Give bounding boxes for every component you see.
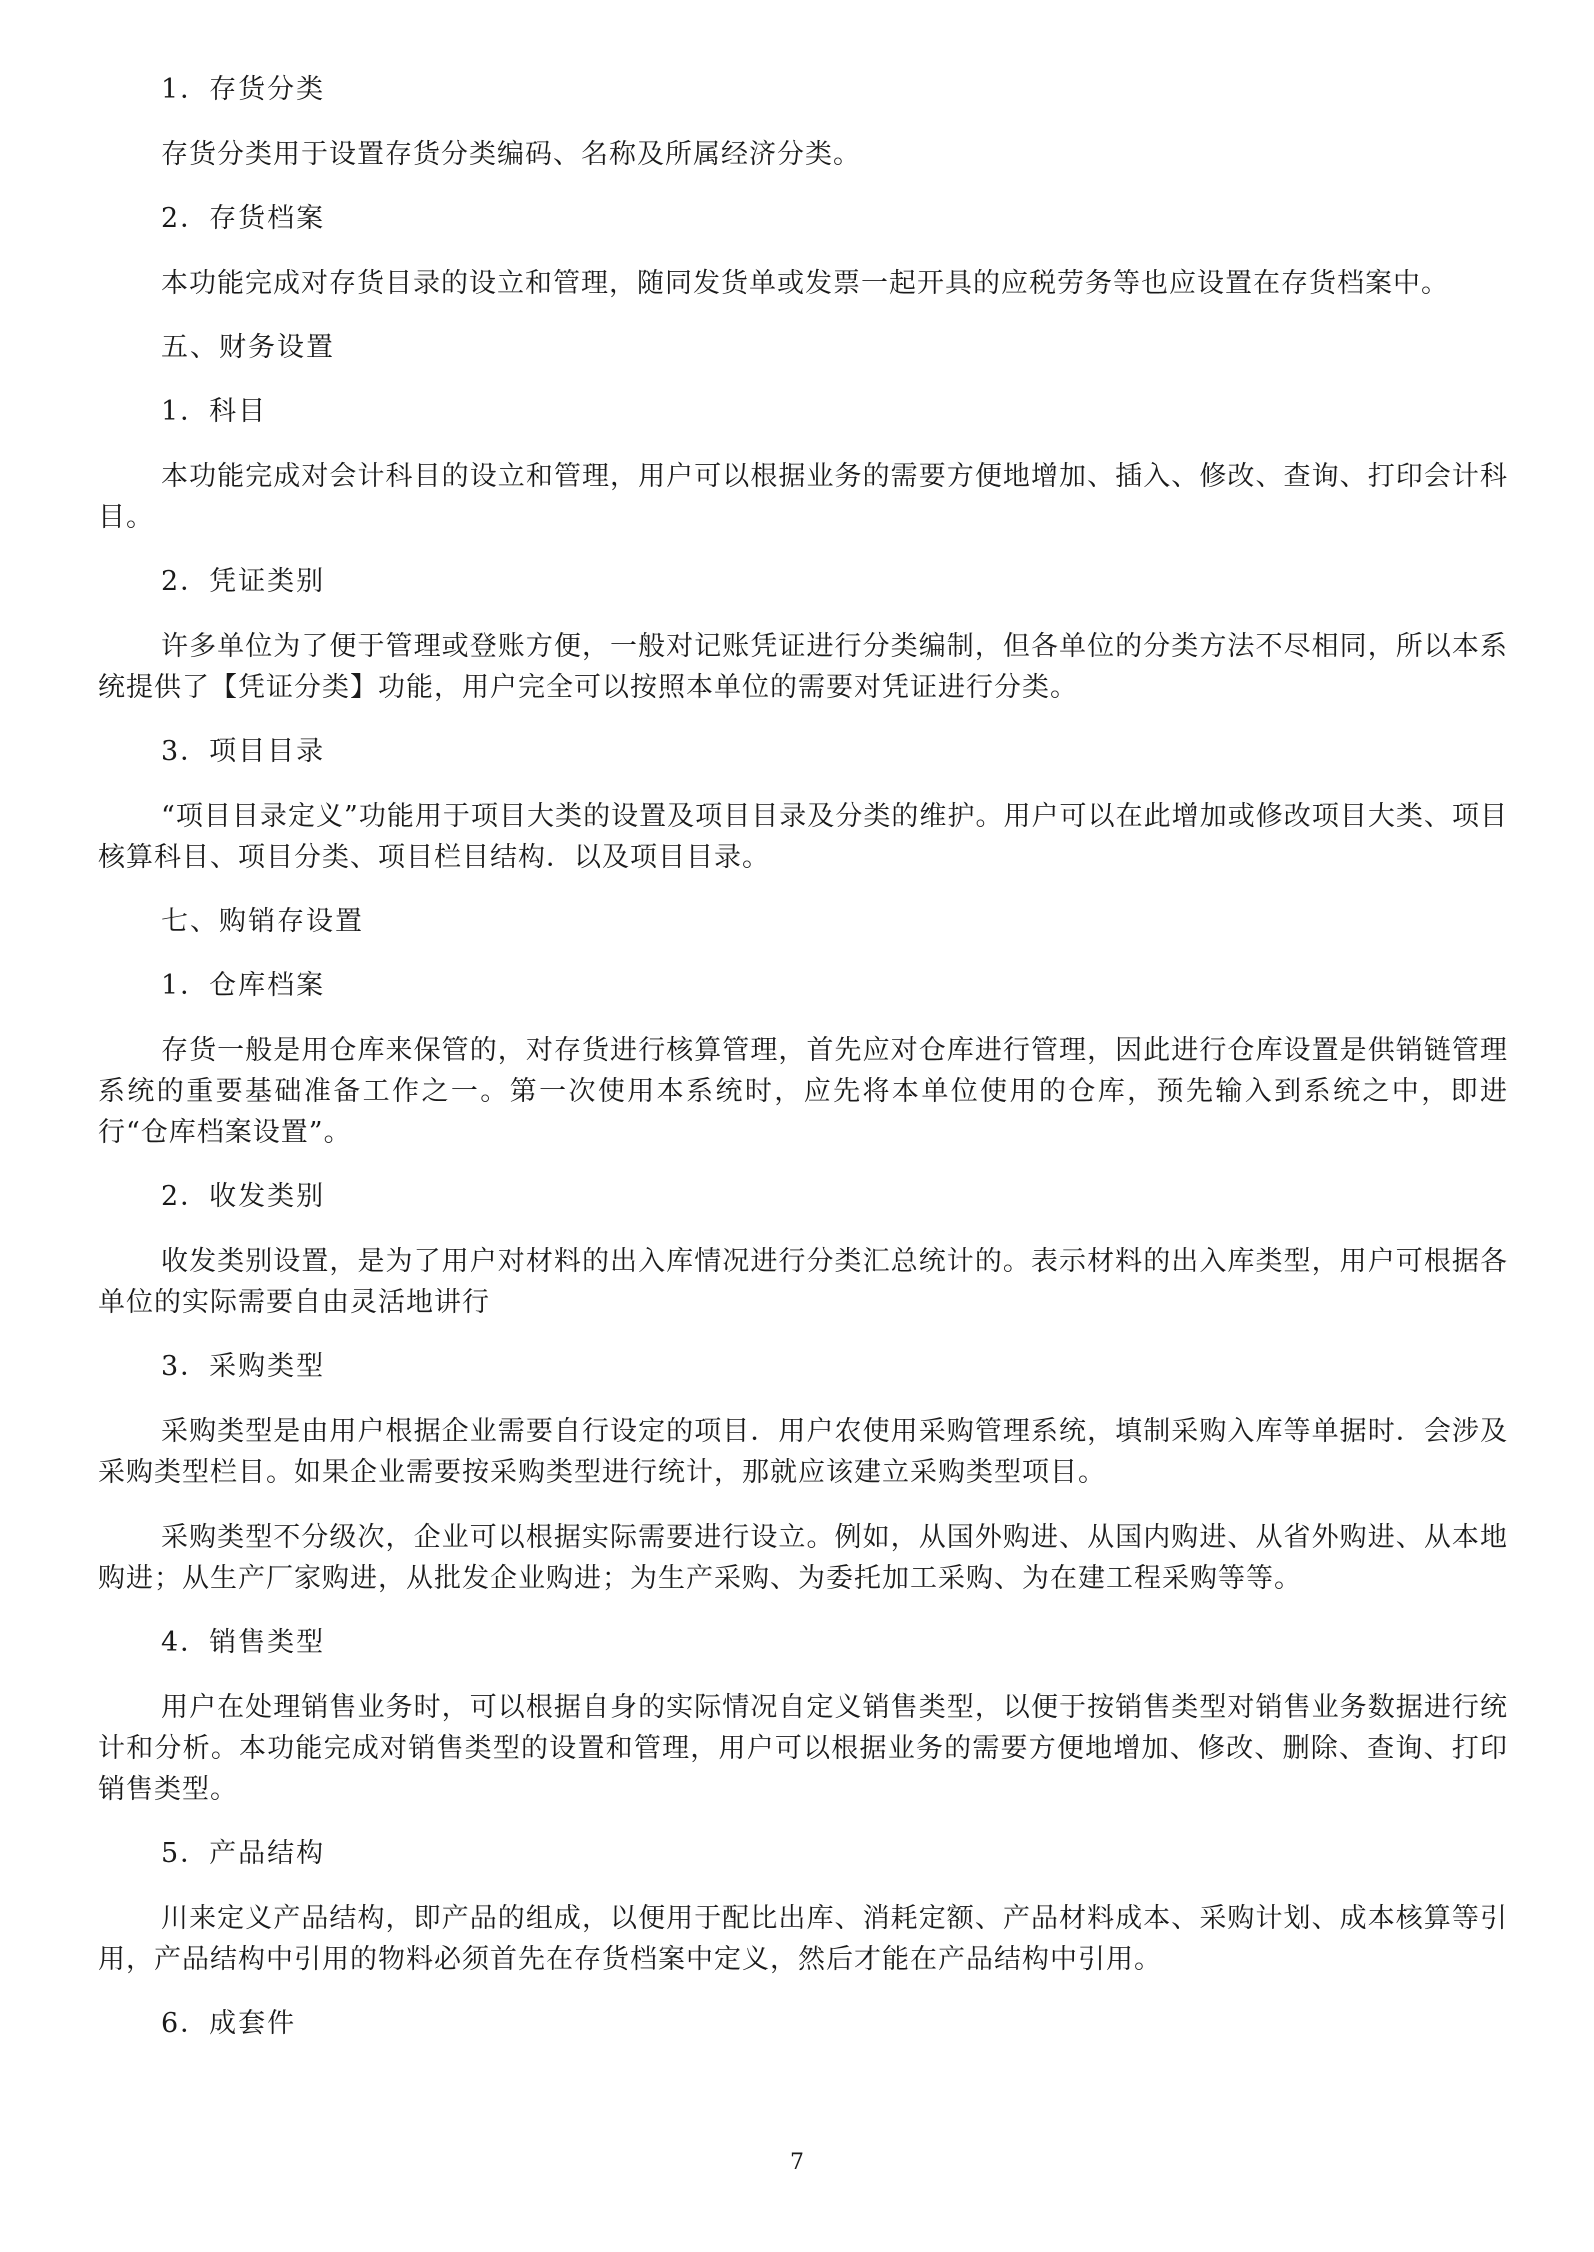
section-heading: 4．销售类型 [161,1627,326,1658]
paragraph: 本功能完成对存货目录的设立和管理，随同发货单或发票一起开具的应税劳务等也应设置在存货档案中。 [161,268,1449,299]
section-heading: 1．科目 [161,396,268,427]
chapter-heading: 五、财务设置 [161,332,335,363]
paragraph: 采购类型不分级次，企业可以根据实际需要进行设立。例如，从国外购进、从国内购进、从省外购进、从本地购进；从生产厂家购进，从批发企业购进；为生产采购、为委托加工采购、为在建工程采购等等。 [98,1522,1508,1594]
section-heading: 2．凭证类别 [161,566,326,597]
section-heading: 2．收发类别 [161,1181,326,1212]
section-heading: 3．项目目录 [161,736,326,767]
section-heading: 5．产品结构 [161,1838,326,1869]
paragraph: 本功能完成对会计科目的设立和管理，用户可以根据业务的需要方便地增加、插入、修改、查询、打印会计科目。 [98,461,1508,533]
paragraph: “项目目录定义”功能用于项目大类的设置及项目目录及分类的维护。用户可以在此增加或修改项目大类、项目核算科目、项目分类、项目栏目结构．以及项目目录。 [98,801,1508,873]
chapter-heading: 七、购销存设置 [161,906,364,937]
section-heading: 1．仓库档案 [161,970,326,1001]
paragraph: 存货一般是用仓库来保管的，对存货进行核算管理，首先应对仓库进行管理，因此进行仓库设置是供销链管理系统的重要基础准备工作之一。第一次使用本系统时，应先将本单位使用的仓库，预先输入到系统之中，即进行“仓库档案设置”。 [98,1035,1508,1148]
section-heading: 3．采购类型 [161,1351,326,1382]
document-body [98,70,1508,2068]
paragraph: 许多单位为了便于管理或登账方便，一般对记账凭证进行分类编制，但各单位的分类方法不尽相同，所以本系统提供了【凭证分类】功能，用户完全可以按照本单位的需要对凭证进行分类。 [98,631,1508,703]
section-heading: 1．存货分类 [161,74,326,105]
paragraph: 存货分类用于设置存货分类编码、名称及所属经济分类。 [161,139,861,170]
paragraph: 川来定义产品结构，即产品的组成，以便用于配比出库、消耗定额、产品材料成本、采购计划、成本核算等引用，产品结构中引用的物料必须首先在存货档案中定义，然后才能在产品结构中引用。 [98,1903,1508,1975]
section-heading: 6．成套件 [161,2008,297,2039]
page-number: 7 [790,2150,804,2175]
section-heading: 2．存货档案 [161,203,326,234]
paragraph: 采购类型是由用户根据企业需要自行设定的项目．用户农使用采购管理系统，填制采购入库等单据时．会涉及采购类型栏目。如果企业需要按采购类型进行统计，那就应该建立采购类型项目。 [98,1416,1508,1488]
paragraph: 收发类别设置，是为了用户对材料的出入库情况进行分类汇总统计的。表示材料的出入库类型，用户可根据各单位的实际需要自由灵活地讲行 [98,1246,1508,1318]
paragraph: 用户在处理销售业务时，可以根据自身的实际情况自定义销售类型，以便于按销售类型对销售业务数据进行统计和分析。本功能完成对销售类型的设置和管理，用户可以根据业务的需要方便地增加、修改、删除、查询、打印销售类型。 [98,1692,1508,1805]
